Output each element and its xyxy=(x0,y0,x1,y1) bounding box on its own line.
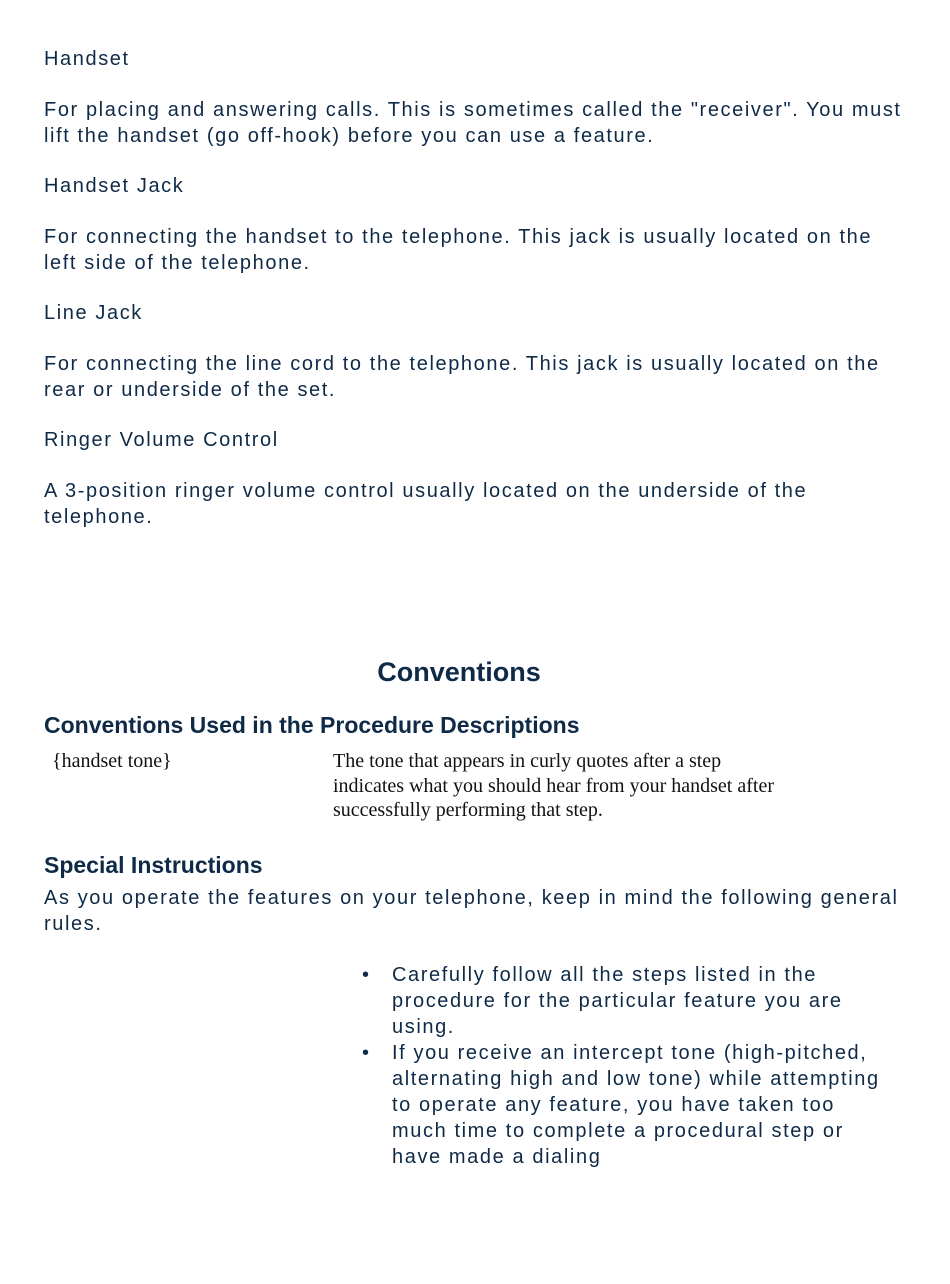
bullet-icon: • xyxy=(362,964,371,986)
convention-definition: The tone that appears in curly quotes after a step indicates what you should hear from your handset after successfully performing that step. xyxy=(333,750,774,821)
description-handset: For placing and answering calls. This is sometimes called the "receiver". You must lift the handset (go off-hook) before you can use a feature. xyxy=(44,99,902,147)
convention-term: {handset tone} xyxy=(52,750,172,772)
rule-text: If you receive an intercept tone (high-pitched, alternating high and low tone) while attempting to operate any feature, you have taken too much time to complete a procedural step or have made a dialing xyxy=(392,1042,880,1168)
procedure-conventions-heading: Conventions Used in the Procedure Descriptions xyxy=(44,712,580,738)
rules-list xyxy=(362,962,882,1170)
rule-text: Carefully follow all the steps listed in the procedure for the particular feature you are using. xyxy=(392,964,843,1038)
term-line-jack: Line Jack xyxy=(44,302,143,324)
description-handset-jack: For connecting the handset to the telephone. This jack is usually located on the left side of the telephone. xyxy=(44,226,873,274)
special-instructions-intro: As you operate the features on your telephone, keep in mind the following general rules. xyxy=(44,887,899,935)
bullet-icon: • xyxy=(362,1042,371,1064)
term-handset: Handset xyxy=(44,48,130,70)
list-item xyxy=(362,1040,882,1170)
conventions-title: Conventions xyxy=(377,657,541,687)
list-item xyxy=(362,962,882,1040)
description-ringer-volume-control: A 3-position ringer volume control usually located on the underside of the telephone. xyxy=(44,480,808,528)
term-handset-jack: Handset Jack xyxy=(44,175,185,197)
special-instructions-heading: Special Instructions xyxy=(44,852,263,878)
description-line-jack: For connecting the line cord to the telephone. This jack is usually located on the rear or underside of the set. xyxy=(44,353,880,401)
term-ringer-volume-control: Ringer Volume Control xyxy=(44,429,279,451)
